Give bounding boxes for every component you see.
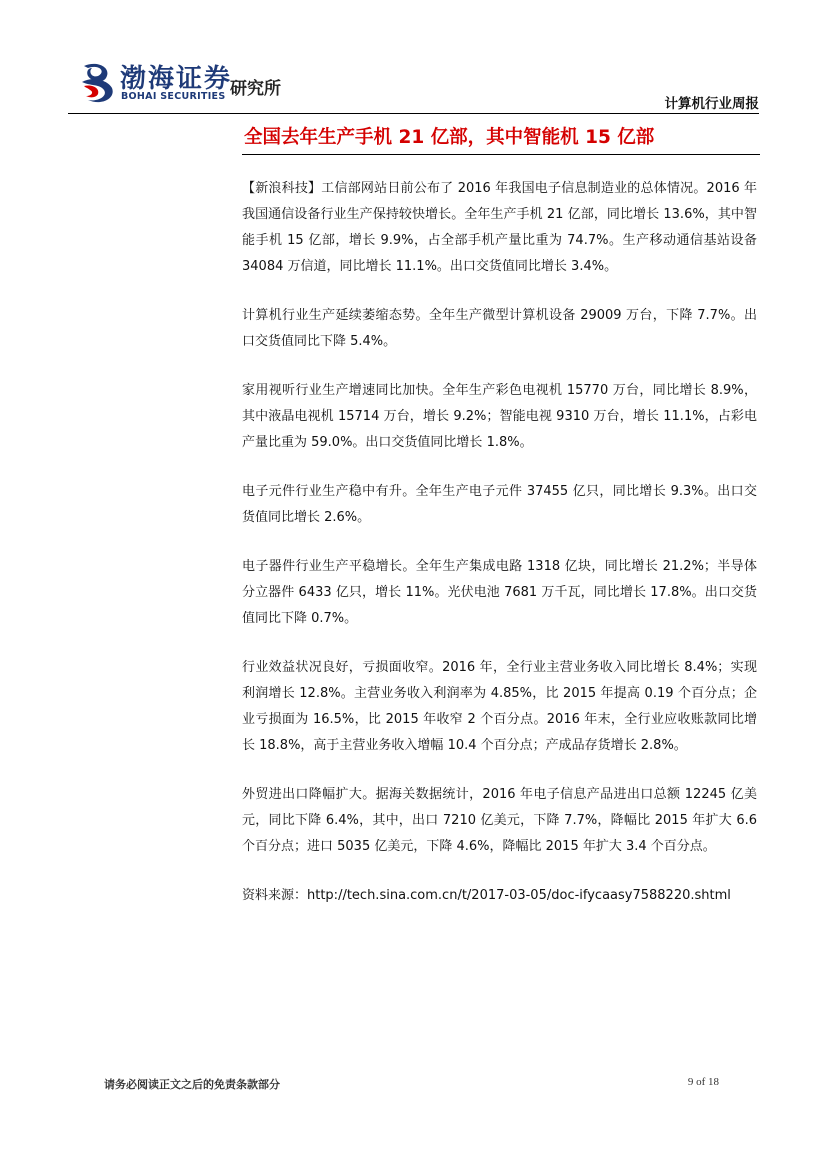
paragraph-devices: 电子器件行业生产平稳增长。全年生产集成电路 1318 亿块，同比增长 21.2%；半导体分立器件 6433 亿只，增长 11%。光伏电池 7681 万千瓦，同比增长 17.8%。出口交货值同比下降 0.7%。 bbox=[242, 559, 757, 626]
logo-department: 研究所 bbox=[230, 79, 281, 99]
report-type: 计算机行业周报 bbox=[664, 96, 759, 112]
page-header bbox=[0, 0, 827, 115]
footer-disclaimer: 请务必阅读正文之后的免责条款部分 bbox=[104, 1078, 280, 1091]
page-number: 9 of 18 bbox=[687, 1076, 719, 1088]
paragraph-computer: 计算机行业生产延续萎缩态势。全年生产微型计算机设备 29009 万台，下降 7.7%。出口交货值同比下降 5.4%。 bbox=[242, 308, 757, 349]
header-divider bbox=[68, 113, 759, 114]
source-citation: 资料来源：http://tech.sina.com.cn/t/2017-03-05/doc-ifycaasy7588220.shtml bbox=[242, 888, 731, 903]
paragraph-profitability: 行业效益状况良好，亏损面收窄。2016 年，全行业主营业务收入同比增长 8.4%；实现利润增长 12.8%。主营业务收入利润率为 4.85%，比 2015 年提高 0.19 个百分点；企业亏损面为 16.5%，比 2015 年收窄 2 个百分点。2016 年末，全行业应收账款同比增长 18.8%，高于主营业务收入增幅 10.4 个百分点；产成品存货增长 2.8%。 bbox=[242, 660, 757, 753]
logo-chinese-name: 渤海证券 bbox=[120, 64, 233, 94]
title-divider bbox=[242, 154, 760, 155]
article-title: 全国去年生产手机 21 亿部，其中智能机 15 亿部 bbox=[244, 127, 655, 148]
bohai-logo-icon bbox=[78, 62, 116, 104]
paragraph-communication: 【新浪科技】工信部网站日前公布了 2016 年我国电子信息制造业的总体情况。2016 年我国通信设备行业生产保持较快增长。全年生产手机 21 亿部，同比增长 13.6%，其中智能手机 15 亿部，增长 9.9%，占全部手机产量比重为 74.7%。生产移动通信基站设备 34084 万信道，同比增长 11.1%。出口交货值同比增长 3.4%。 bbox=[242, 181, 757, 274]
article-body bbox=[242, 176, 757, 909]
paragraph-components: 电子元件行业生产稳中有升。全年生产电子元件 37455 亿只，同比增长 9.3%。出口交货值同比增长 2.6%。 bbox=[242, 484, 757, 525]
logo-english-name: BOHAI SECURITIES bbox=[121, 91, 226, 102]
paragraph-audio-visual: 家用视听行业生产增速同比加快。全年生产彩色电视机 15770 万台，同比增长 8.9%，其中液晶电视机 15714 万台，增长 9.2%；智能电视 9310 万台，增长 11.1%，占彩电产量比重为 59.0%。出口交货值同比增长 1.8%。 bbox=[242, 383, 757, 450]
paragraph-foreign-trade: 外贸进出口降幅扩大。据海关数据统计，2016 年电子信息产品进出口总额 12245 亿美元，同比下降 6.4%，其中，出口 7210 亿美元，下降 7.7%，降幅比 2015 年扩大 6.6 个百分点；进口 5035 亿美元，下降 4.6%，降幅比 2015 年扩大 3.4 个百分点。 bbox=[242, 787, 757, 854]
